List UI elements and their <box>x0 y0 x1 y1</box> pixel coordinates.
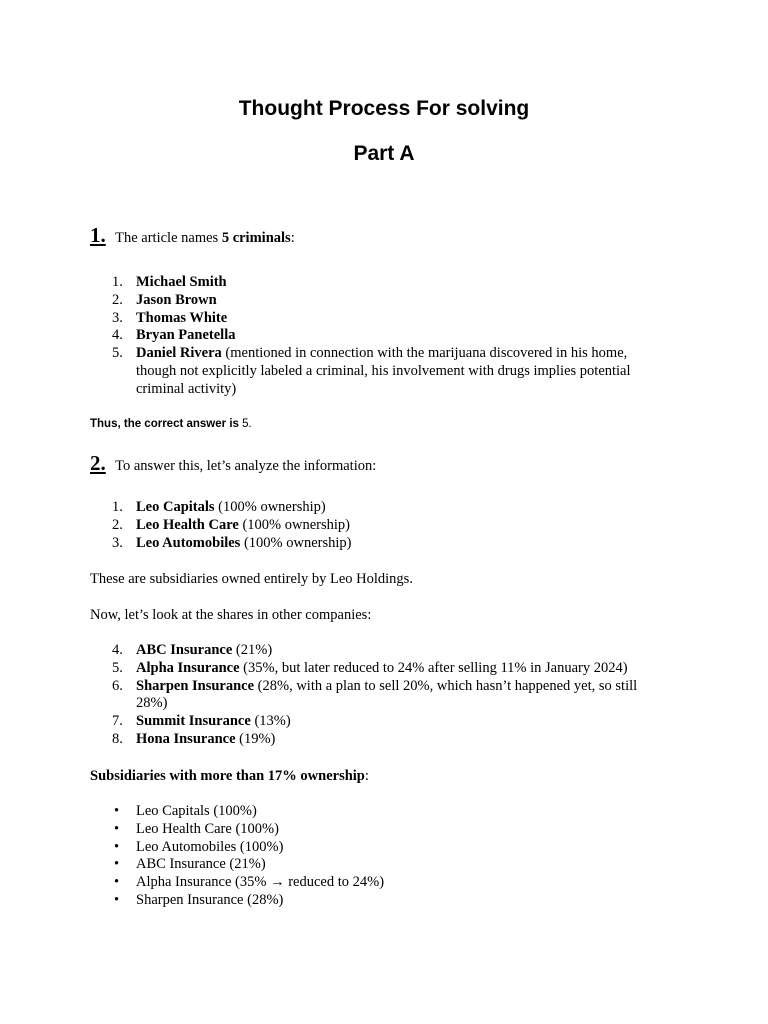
list-item: • Leo Capitals (100%) <box>114 803 257 819</box>
list-item: 2. Jason Brown <box>112 291 217 308</box>
section1-answer: Thus, the correct answer is 5. <box>90 418 252 430</box>
list-item: • ABC Insurance (21%) <box>114 856 266 873</box>
document-title: Thought Process For solving <box>238 97 530 120</box>
shares-list <box>90 642 670 749</box>
section1-intro: 1. The article names 5 criminals: <box>90 223 295 247</box>
owned-summary: These are subsidiaries owned entirely by Leo Holdings. <box>90 571 413 587</box>
shares-intro: Now, let’s look at the shares in other companies: <box>90 607 372 623</box>
list-item: 1. Michael Smith <box>112 274 227 290</box>
list-item: 1. Leo Capitals (100% ownership) <box>112 499 326 515</box>
list-item: 3. Thomas White <box>112 309 228 326</box>
list-item: 5. Daniel Rivera (mentioned in connection with the marijuana discovered in his home, though not explicitly labeled a criminal, his involvement with drugs implies potential criminal activity) <box>112 345 631 397</box>
subsidiaries-bullet-list <box>90 803 670 910</box>
list-item: • Sharpen Insurance (28%) <box>114 891 284 908</box>
section1-number: 1. <box>90 223 106 247</box>
list-item: 2. Leo Health Care (100% ownership) <box>112 516 350 533</box>
document-subtitle: Part A <box>353 142 415 165</box>
subsidiaries-heading: Subsidiaries with more than 17% ownership: <box>90 768 369 784</box>
list-item: 4. Bryan Panetella <box>112 327 236 344</box>
section2-number: 2. <box>90 451 106 475</box>
owned-subsidiaries-list <box>90 499 670 552</box>
list-item: • Leo Health Care (100%) <box>114 820 279 837</box>
list-item: • Alpha Insurance (35% → reduced to 24%) <box>114 874 385 891</box>
list-item: 5. Alpha Insurance (35%, but later reduced to 24% after selling 11% in January 2024) <box>112 659 628 676</box>
section2-intro: 2. To answer this, let’s analyze the information: <box>90 451 377 475</box>
list-item: 6. Sharpen Insurance (28%, with a plan to sell 20%, which hasn’t happened yet, so still 28%) <box>112 677 638 712</box>
list-item: 4. ABC Insurance (21%) <box>112 642 273 658</box>
list-item: 8. Hona Insurance (19%) <box>112 730 276 747</box>
list-item: 3. Leo Automobiles (100% ownership) <box>112 534 352 551</box>
list-item: 7. Summit Insurance (13%) <box>112 713 291 730</box>
criminals-list <box>90 274 670 399</box>
list-item: • Leo Automobiles (100%) <box>114 838 284 855</box>
